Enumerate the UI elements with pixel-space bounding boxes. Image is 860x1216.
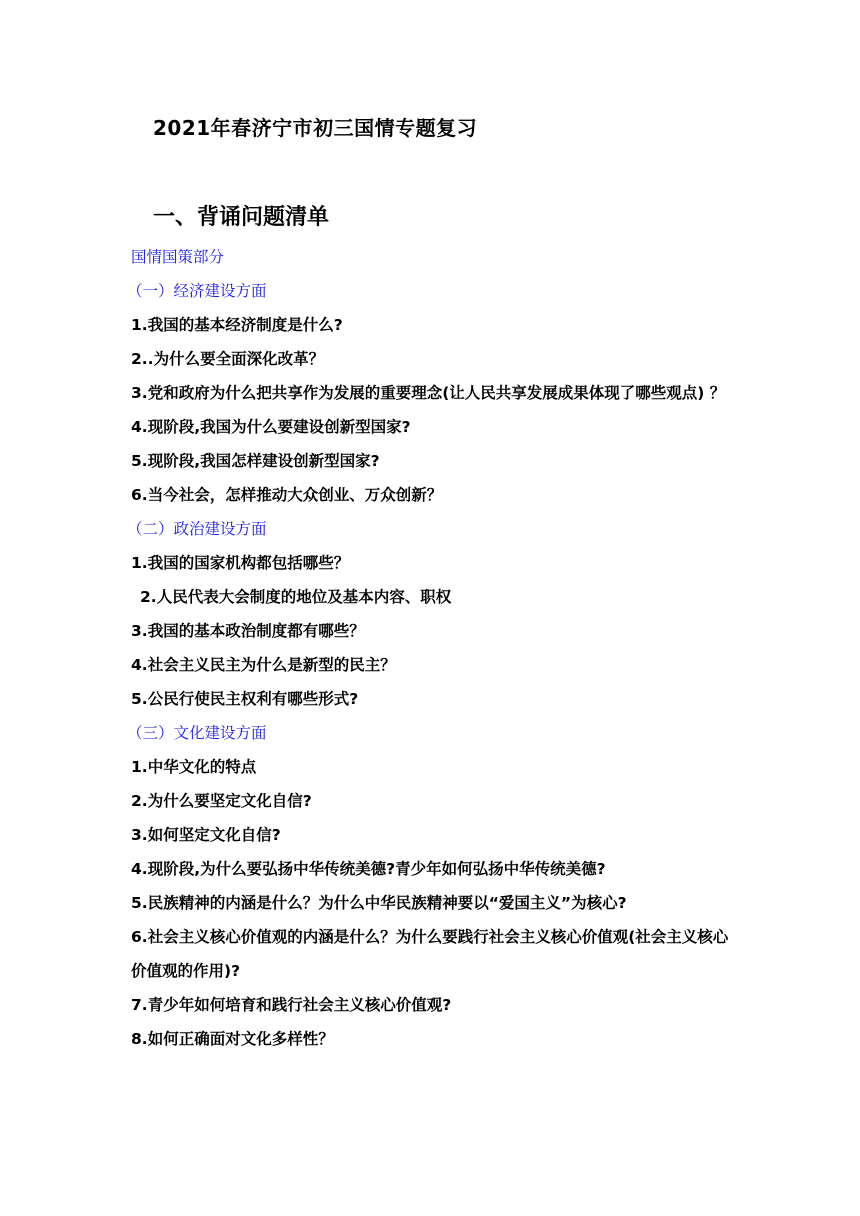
group-heading-politics: （二）政治建设方面 bbox=[127, 520, 267, 538]
list-item: 3.党和政府为什么把共享作为发展的重要理念(让人民共享发展成果体现了哪些观点) ？ bbox=[131, 384, 726, 402]
section-heading: 一、背诵问题清单 bbox=[153, 205, 330, 230]
list-item: 3.我国的基本政治制度都有哪些？ bbox=[131, 622, 365, 640]
list-item: 6.当今社会，怎样推动大众创业、万众创新？ bbox=[131, 486, 443, 504]
list-item: 4.社会主义民主为什么是新型的民主？ bbox=[131, 656, 396, 674]
list-item: 2..为什么要全面深化改革？ bbox=[131, 350, 325, 368]
question-list bbox=[127, 240, 741, 1056]
list-item: 6.社会主义核心价值观的内涵是什么？为什么要践行社会主义核心价值观(社会主义核心价值观的作用)? bbox=[131, 928, 729, 980]
list-item: 5.公民行使民主权利有哪些形式? bbox=[131, 690, 359, 708]
list-item: 5.民族精神的内涵是什么？为什么中华民族精神要以“爱国主义”为核心? bbox=[131, 894, 627, 912]
list-item: 2.人民代表大会制度的地位及基本内容、职权 bbox=[140, 588, 452, 606]
list-item: 1.我国的国家机构都包括哪些？ bbox=[131, 554, 350, 572]
document-title: 2021年春济宁市初三国情专题复习 bbox=[153, 116, 478, 140]
list-item: 3.如何坚定文化自信? bbox=[131, 826, 281, 844]
list-item: 7.青少年如何培育和践行社会主义核心价值观? bbox=[131, 996, 452, 1014]
list-item: 2.为什么要坚定文化自信? bbox=[131, 792, 312, 810]
list-item: 8.如何正确面对文化多样性？ bbox=[131, 1030, 334, 1048]
part-heading: 国情国策部分 bbox=[131, 248, 225, 266]
list-item: 1.中华文化的特点 bbox=[131, 758, 257, 776]
group-heading-culture: （三）文化建设方面 bbox=[127, 724, 267, 742]
list-item: 5.现阶段,我国怎样建设创新型国家? bbox=[131, 452, 380, 470]
list-item: 1.我国的基本经济制度是什么? bbox=[131, 316, 343, 334]
list-item: 4.现阶段,为什么要弘扬中华传统美德?青少年如何弘扬中华传统美德? bbox=[131, 860, 606, 878]
group-heading-economy: （一）经济建设方面 bbox=[127, 282, 267, 300]
list-item: 4.现阶段,我国为什么要建设创新型国家? bbox=[131, 418, 411, 436]
